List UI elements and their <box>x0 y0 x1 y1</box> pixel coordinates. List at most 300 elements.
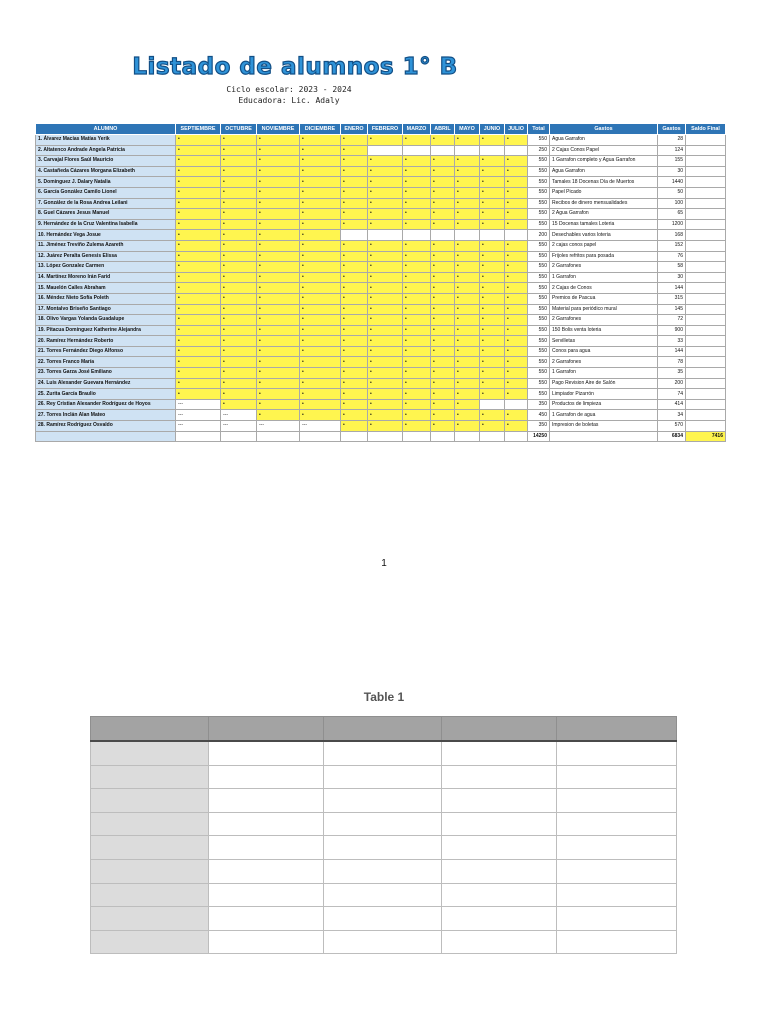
table-cell <box>557 789 677 813</box>
month-payment-cell: • <box>368 410 403 421</box>
month-payment-cell: • <box>221 156 257 167</box>
saldo-cell <box>686 283 726 294</box>
empty-cell <box>480 431 505 442</box>
row-total: 550 <box>528 272 550 283</box>
month-payment-cell: • <box>431 421 455 432</box>
month-payment-cell: • <box>368 219 403 230</box>
month-payment-cell: • <box>176 304 221 315</box>
expense-description: Productos de limpieza <box>550 399 658 410</box>
month-payment-cell: • <box>257 378 300 389</box>
saldo-cell <box>686 357 726 368</box>
saldo-cell <box>686 304 726 315</box>
month-payment-cell: • <box>341 209 368 220</box>
month-payment-cell: • <box>505 389 528 400</box>
month-payment-cell <box>341 230 368 241</box>
month-payment-cell: • <box>431 304 455 315</box>
month-payment-cell: • <box>368 177 403 188</box>
expense-description: Material para periódico mural <box>550 304 658 315</box>
student-name: 11. Jiménez Treviño Zulema Azareth <box>36 240 176 251</box>
saldo-cell <box>686 368 726 379</box>
month-payment-cell: • <box>176 368 221 379</box>
month-payment-cell <box>505 399 528 410</box>
student-name: 20. Ramírez Hernández Roberto <box>36 336 176 347</box>
column-header: DICIEMBRE <box>300 124 341 135</box>
month-payment-cell: • <box>257 325 300 336</box>
month-payment-cell: • <box>403 421 431 432</box>
expense-description: Limpiador Pizarrón <box>550 389 658 400</box>
expense-description: 1 Garrafon <box>550 368 658 379</box>
month-payment-cell: • <box>505 293 528 304</box>
month-payment-cell: • <box>505 198 528 209</box>
month-payment-cell: • <box>221 283 257 294</box>
saldo-cell <box>686 262 726 273</box>
student-name: 1. Álvarez Macías Matías Yerik <box>36 135 176 146</box>
month-payment-cell: • <box>341 336 368 347</box>
table-cell <box>91 930 209 954</box>
month-payment-cell: • <box>300 187 341 198</box>
table-row <box>36 325 726 336</box>
student-name: 6. García González Camilo Lionel <box>36 187 176 198</box>
month-payment-cell: • <box>368 187 403 198</box>
month-payment-cell: • <box>431 135 455 146</box>
table-row <box>36 230 726 241</box>
month-payment-cell: • <box>176 135 221 146</box>
month-payment-cell: • <box>368 209 403 220</box>
table-cell <box>324 812 442 836</box>
saldo-cell <box>686 156 726 167</box>
table-cell <box>442 907 557 931</box>
month-payment-cell: • <box>480 177 505 188</box>
student-name: 13. López Gonzalez Carmen <box>36 262 176 273</box>
month-payment-cell: • <box>176 293 221 304</box>
month-payment-cell <box>431 145 455 156</box>
saldo-cell <box>686 177 726 188</box>
saldo-cell <box>686 219 726 230</box>
table-row <box>36 166 726 177</box>
table-cell <box>442 765 557 789</box>
table-row <box>36 357 726 368</box>
expense-amount: 144 <box>658 283 686 294</box>
month-payment-cell: • <box>221 230 257 241</box>
table-row <box>36 389 726 400</box>
month-payment-cell: • <box>403 315 431 326</box>
month-payment-cell: • <box>176 272 221 283</box>
school-cycle: Ciclo escolar: 2023 - 2024 <box>226 85 352 94</box>
month-payment-cell: • <box>480 357 505 368</box>
month-payment-cell: • <box>221 209 257 220</box>
month-payment-cell: • <box>455 156 480 167</box>
column-header: Gastos <box>658 124 686 135</box>
month-payment-cell: • <box>176 240 221 251</box>
month-payment-cell: • <box>300 399 341 410</box>
month-payment-cell: • <box>341 187 368 198</box>
expense-description: Conos para agua <box>550 346 658 357</box>
expense-amount: 78 <box>658 357 686 368</box>
month-payment-cell: • <box>300 368 341 379</box>
month-payment-cell: • <box>455 389 480 400</box>
column-header: ABRIL <box>431 124 455 135</box>
table-cell <box>557 859 677 883</box>
table1-title: Table 1 <box>363 690 405 704</box>
row-total: 550 <box>528 219 550 230</box>
month-payment-cell: • <box>455 187 480 198</box>
row-total: 550 <box>528 240 550 251</box>
row-total: 550 <box>528 209 550 220</box>
month-payment-cell: • <box>455 177 480 188</box>
month-payment-cell: • <box>431 251 455 262</box>
expense-amount: 155 <box>658 156 686 167</box>
expense-amount: 30 <box>658 166 686 177</box>
month-payment-cell: • <box>480 336 505 347</box>
month-payment-cell: --- <box>257 421 300 432</box>
table-cell <box>209 930 324 954</box>
column-header: Total <box>528 124 550 135</box>
month-payment-cell: • <box>505 135 528 146</box>
table-cell <box>209 883 324 907</box>
expense-amount: 570 <box>658 421 686 432</box>
month-payment-cell: • <box>221 378 257 389</box>
empty-cell <box>341 431 368 442</box>
student-name: 26. Rey Cristian Alexander Rodríguez de Hoyos <box>36 399 176 410</box>
month-payment-cell: • <box>505 219 528 230</box>
month-payment-cell: • <box>455 251 480 262</box>
expense-description: 15 Docenas tamales Loteria <box>550 219 658 230</box>
month-payment-cell: • <box>368 315 403 326</box>
table-row <box>36 156 726 167</box>
month-payment-cell: • <box>341 262 368 273</box>
column-header: ENERO <box>341 124 368 135</box>
month-payment-cell: • <box>431 410 455 421</box>
table-cell <box>324 859 442 883</box>
month-payment-cell: • <box>341 198 368 209</box>
month-payment-cell: • <box>341 251 368 262</box>
month-payment-cell: • <box>221 272 257 283</box>
month-payment-cell: • <box>403 357 431 368</box>
month-payment-cell: • <box>341 315 368 326</box>
table-cell <box>324 789 442 813</box>
column-header: Gastos <box>550 124 658 135</box>
table-row <box>36 272 726 283</box>
month-payment-cell: • <box>221 336 257 347</box>
month-payment-cell: • <box>455 421 480 432</box>
month-payment-cell: • <box>257 346 300 357</box>
month-payment-cell: • <box>403 399 431 410</box>
table-row <box>36 378 726 389</box>
month-payment-cell: • <box>341 325 368 336</box>
table-cell <box>209 812 324 836</box>
month-payment-cell: • <box>341 389 368 400</box>
month-payment-cell: • <box>221 389 257 400</box>
month-payment-cell: • <box>257 262 300 273</box>
table-row <box>91 883 677 907</box>
table-cell <box>324 883 442 907</box>
expense-amount: 414 <box>658 399 686 410</box>
student-name: 18. Olivo Vargas Yolanda Guadalupe <box>36 315 176 326</box>
table-row <box>36 346 726 357</box>
month-payment-cell: • <box>368 368 403 379</box>
expense-description: 2 Cajas de Conos <box>550 283 658 294</box>
month-payment-cell: • <box>257 293 300 304</box>
month-payment-cell: • <box>341 272 368 283</box>
empty-cell <box>431 431 455 442</box>
month-payment-cell: • <box>257 156 300 167</box>
expense-amount: 100 <box>658 198 686 209</box>
month-payment-cell: • <box>176 198 221 209</box>
expense-description: 2 Cajas Conos Papel <box>550 145 658 156</box>
month-payment-cell: • <box>455 272 480 283</box>
month-payment-cell: • <box>368 166 403 177</box>
month-payment-cell <box>505 230 528 241</box>
table-cell <box>557 883 677 907</box>
month-payment-cell: • <box>300 156 341 167</box>
month-payment-cell: • <box>480 209 505 220</box>
saldo-cell <box>686 145 726 156</box>
month-payment-cell: --- <box>176 399 221 410</box>
month-payment-cell: • <box>505 325 528 336</box>
month-payment-cell: • <box>455 336 480 347</box>
empty-cell <box>505 431 528 442</box>
table-cell <box>209 907 324 931</box>
month-payment-cell: • <box>300 230 341 241</box>
student-name: 8. Guel Cázares Jesus Manuel <box>36 209 176 220</box>
table-cell <box>557 765 677 789</box>
expense-amount: 65 <box>658 209 686 220</box>
row-total: 550 <box>528 304 550 315</box>
month-payment-cell: • <box>431 283 455 294</box>
table-cell <box>91 741 209 765</box>
month-payment-cell: • <box>368 262 403 273</box>
month-payment-cell: • <box>403 325 431 336</box>
month-payment-cell: • <box>403 209 431 220</box>
total-expenses: 6834 <box>658 431 686 442</box>
month-payment-cell: • <box>176 156 221 167</box>
month-payment-cell: • <box>505 368 528 379</box>
month-payment-cell: • <box>176 315 221 326</box>
month-payment-cell: • <box>403 368 431 379</box>
month-payment-cell: • <box>176 262 221 273</box>
column-header: MAYO <box>455 124 480 135</box>
month-payment-cell: • <box>368 293 403 304</box>
table-cell <box>557 836 677 860</box>
table-row <box>36 240 726 251</box>
expense-description: Premios de Pascua <box>550 293 658 304</box>
table-cell <box>442 789 557 813</box>
month-payment-cell: • <box>300 346 341 357</box>
month-payment-cell: • <box>221 315 257 326</box>
month-payment-cell: • <box>257 336 300 347</box>
month-payment-cell: --- <box>176 421 221 432</box>
student-name: 24. Luis Alexander Guevara Hernández <box>36 378 176 389</box>
table-cell <box>324 717 442 742</box>
month-payment-cell: • <box>341 219 368 230</box>
month-payment-cell: • <box>431 346 455 357</box>
month-payment-cell: • <box>455 368 480 379</box>
month-payment-cell: • <box>300 357 341 368</box>
saldo-cell <box>686 198 726 209</box>
teacher-name: Educadora: Lic. Adaly <box>238 96 340 105</box>
empty-cell <box>455 431 480 442</box>
month-payment-cell: • <box>368 389 403 400</box>
month-payment-cell: • <box>257 368 300 379</box>
month-payment-cell: • <box>341 368 368 379</box>
month-payment-cell: • <box>221 187 257 198</box>
month-payment-cell: • <box>431 399 455 410</box>
saldo-cell <box>686 251 726 262</box>
month-payment-cell: • <box>341 156 368 167</box>
expense-amount: 900 <box>658 325 686 336</box>
saldo-cell <box>686 240 726 251</box>
month-payment-cell: • <box>257 251 300 262</box>
saldo-cell <box>686 230 726 241</box>
student-name: 28. Ramírez Rodríguez Osvaldo <box>36 421 176 432</box>
expense-description: Recibos de dinero mensualidades <box>550 198 658 209</box>
table-cell <box>91 789 209 813</box>
student-name: 16. Méndez Nieto Sofía Poleth <box>36 293 176 304</box>
month-payment-cell: • <box>480 315 505 326</box>
expense-amount: 168 <box>658 230 686 241</box>
month-payment-cell: • <box>455 198 480 209</box>
month-payment-cell: --- <box>221 421 257 432</box>
expense-amount: 34 <box>658 410 686 421</box>
empty-cell <box>550 431 658 442</box>
page-title: Listado de alumnos 1° B <box>132 54 458 80</box>
expense-amount: 33 <box>658 336 686 347</box>
table-row <box>36 283 726 294</box>
month-payment-cell: • <box>455 135 480 146</box>
month-payment-cell: • <box>221 166 257 177</box>
month-payment-cell: • <box>403 240 431 251</box>
month-payment-cell: • <box>368 399 403 410</box>
month-payment-cell: • <box>368 336 403 347</box>
month-payment-cell: --- <box>176 410 221 421</box>
month-payment-cell: • <box>403 156 431 167</box>
expense-description: 1 Garrafon de agua <box>550 410 658 421</box>
month-payment-cell: • <box>176 389 221 400</box>
month-payment-cell: • <box>480 166 505 177</box>
month-payment-cell: • <box>368 272 403 283</box>
month-payment-cell: • <box>341 421 368 432</box>
month-payment-cell: • <box>431 336 455 347</box>
table-row <box>91 789 677 813</box>
month-payment-cell: • <box>480 325 505 336</box>
table-row <box>91 907 677 931</box>
row-total: 350 <box>528 399 550 410</box>
table-row <box>36 399 726 410</box>
table-cell <box>442 812 557 836</box>
month-payment-cell: • <box>505 283 528 294</box>
month-payment-cell: • <box>480 389 505 400</box>
month-payment-cell: • <box>505 304 528 315</box>
saldo-cell <box>686 187 726 198</box>
month-payment-cell: • <box>300 378 341 389</box>
month-payment-cell: • <box>480 410 505 421</box>
expense-amount: 35 <box>658 368 686 379</box>
month-payment-cell: • <box>300 325 341 336</box>
row-total: 550 <box>528 283 550 294</box>
student-name: 5. Domínguez J. Dalary Natalia <box>36 177 176 188</box>
table-cell <box>442 741 557 765</box>
table-row <box>36 251 726 262</box>
month-payment-cell: • <box>300 315 341 326</box>
month-payment-cell: • <box>176 283 221 294</box>
expense-amount: 76 <box>658 251 686 262</box>
expense-amount: 1440 <box>658 177 686 188</box>
table-row <box>36 262 726 273</box>
month-payment-cell: • <box>176 166 221 177</box>
row-total: 550 <box>528 346 550 357</box>
month-payment-cell: • <box>300 135 341 146</box>
month-payment-cell: • <box>480 135 505 146</box>
saldo-cell <box>686 209 726 220</box>
table-row <box>36 315 726 326</box>
month-payment-cell: • <box>257 283 300 294</box>
month-payment-cell: • <box>480 219 505 230</box>
expense-description: 2 cajas conos papel <box>550 240 658 251</box>
month-payment-cell: • <box>341 166 368 177</box>
row-total: 250 <box>528 145 550 156</box>
month-payment-cell: • <box>300 251 341 262</box>
expense-description: 1 Garrafon <box>550 272 658 283</box>
month-payment-cell: • <box>403 389 431 400</box>
month-payment-cell: • <box>221 198 257 209</box>
student-name: 19. Pitacua Domínguez Katherine Alejandra <box>36 325 176 336</box>
month-payment-cell: • <box>368 283 403 294</box>
month-payment-cell <box>431 230 455 241</box>
month-payment-cell: • <box>221 135 257 146</box>
month-payment-cell <box>455 230 480 241</box>
student-name: 27. Torres Inclán Alan Mateo <box>36 410 176 421</box>
month-payment-cell: • <box>403 177 431 188</box>
column-header: Saldo Final <box>686 124 726 135</box>
saldo-cell <box>686 378 726 389</box>
month-payment-cell: • <box>257 145 300 156</box>
month-payment-cell <box>505 145 528 156</box>
expense-description: Desechables varios loteria <box>550 230 658 241</box>
month-payment-cell: • <box>221 293 257 304</box>
table-cell <box>91 717 209 742</box>
month-payment-cell: • <box>505 315 528 326</box>
month-payment-cell <box>368 230 403 241</box>
month-payment-cell: • <box>300 272 341 283</box>
table-row <box>36 219 726 230</box>
month-payment-cell: • <box>431 219 455 230</box>
table-cell <box>442 930 557 954</box>
month-payment-cell: • <box>431 315 455 326</box>
month-payment-cell: • <box>368 357 403 368</box>
expense-amount: 152 <box>658 240 686 251</box>
expense-description: Agua Garrafon <box>550 135 658 146</box>
student-name: 10. Hernández Vega Josue <box>36 230 176 241</box>
month-payment-cell: • <box>455 283 480 294</box>
table-cell <box>557 717 677 742</box>
month-payment-cell <box>480 399 505 410</box>
month-payment-cell: • <box>300 283 341 294</box>
expense-description: 2 Garrafones <box>550 262 658 273</box>
expense-description: Agua Garrafon <box>550 166 658 177</box>
table-row <box>36 135 726 146</box>
table-cell <box>91 859 209 883</box>
month-payment-cell: • <box>455 378 480 389</box>
saldo-cell <box>686 293 726 304</box>
month-payment-cell: • <box>300 198 341 209</box>
month-payment-cell: • <box>431 293 455 304</box>
month-payment-cell <box>368 145 403 156</box>
table-cell <box>324 741 442 765</box>
month-payment-cell: • <box>176 219 221 230</box>
month-payment-cell: • <box>341 378 368 389</box>
expense-amount: 72 <box>658 315 686 326</box>
saldo-cell <box>686 272 726 283</box>
